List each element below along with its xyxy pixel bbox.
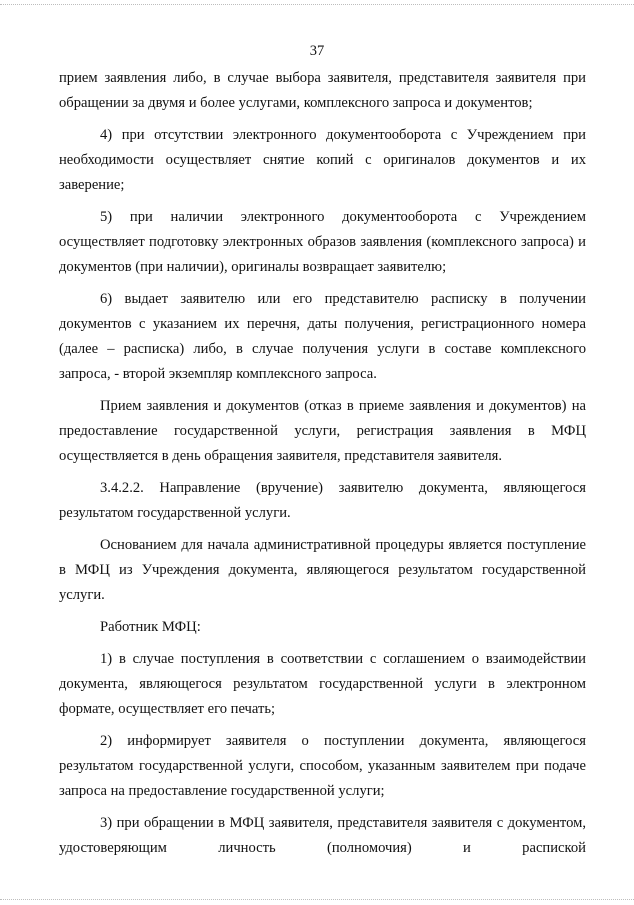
scan-edge-top xyxy=(0,4,634,5)
paragraph-3: 5) при наличии электронного документооборота с Учреждением осуществляет подготовку электронных образов заявления (комплексного запроса) и документов (при наличии), оригиналы возвращает заявителю; xyxy=(59,209,586,275)
page-number: 37 xyxy=(309,43,325,59)
scan-edge-bottom xyxy=(0,899,634,900)
paragraph-8: Работник МФЦ: xyxy=(100,619,201,635)
paragraph-6: 3.4.2.2. Направление (вручение) заявителю документа, являющегося результатом государственной услуги. xyxy=(59,480,586,521)
document-body xyxy=(59,66,586,868)
paragraph-7: Основанием для начала административной процедуры является поступление в МФЦ из Учреждения документа, являющегося результатом государственной услуги. xyxy=(59,537,586,603)
paragraph-1: прием заявления либо, в случае выбора заявителя, представителя заявителя при обращении за двумя и более услугами, комплексного запроса и документов; xyxy=(59,70,586,111)
paragraph-9: 1) в случае поступления в соответствии с соглашением о взаимодействии документа, являющегося результатом государственной услуги в электронном формате, осуществляет его печать; xyxy=(59,651,586,717)
paragraph-11: 3) при обращении в МФЦ заявителя, представителя заявителя с документом, удостоверяющим личность (полномочия) и распиской xyxy=(59,815,586,856)
paragraph-5: Прием заявления и документов (отказ в приеме заявления и документов) на предоставление государственной услуги, регистрация заявления в МФЦ осуществляется в день обращения заявителя, представителя заявителя. xyxy=(59,398,586,464)
paragraph-4: 6) выдает заявителю или его представителю расписку в получении документов с указанием их перечня, даты получения, регистрационного номера (далее – расписка) либо, в случае получения услуги в составе комплексного запроса, - второй экземпляр комплексного запроса. xyxy=(59,291,586,382)
paragraph-2: 4) при отсутствии электронного документооборота с Учреждением при необходимости осуществляет снятие копий с оригиналов документов и их заверение; xyxy=(59,127,586,193)
paragraph-10: 2) информирует заявителя о поступлении документа, являющегося результатом государственной услуги, способом, указанным заявителем при подаче запроса на предоставление государственной услуги; xyxy=(59,733,586,799)
